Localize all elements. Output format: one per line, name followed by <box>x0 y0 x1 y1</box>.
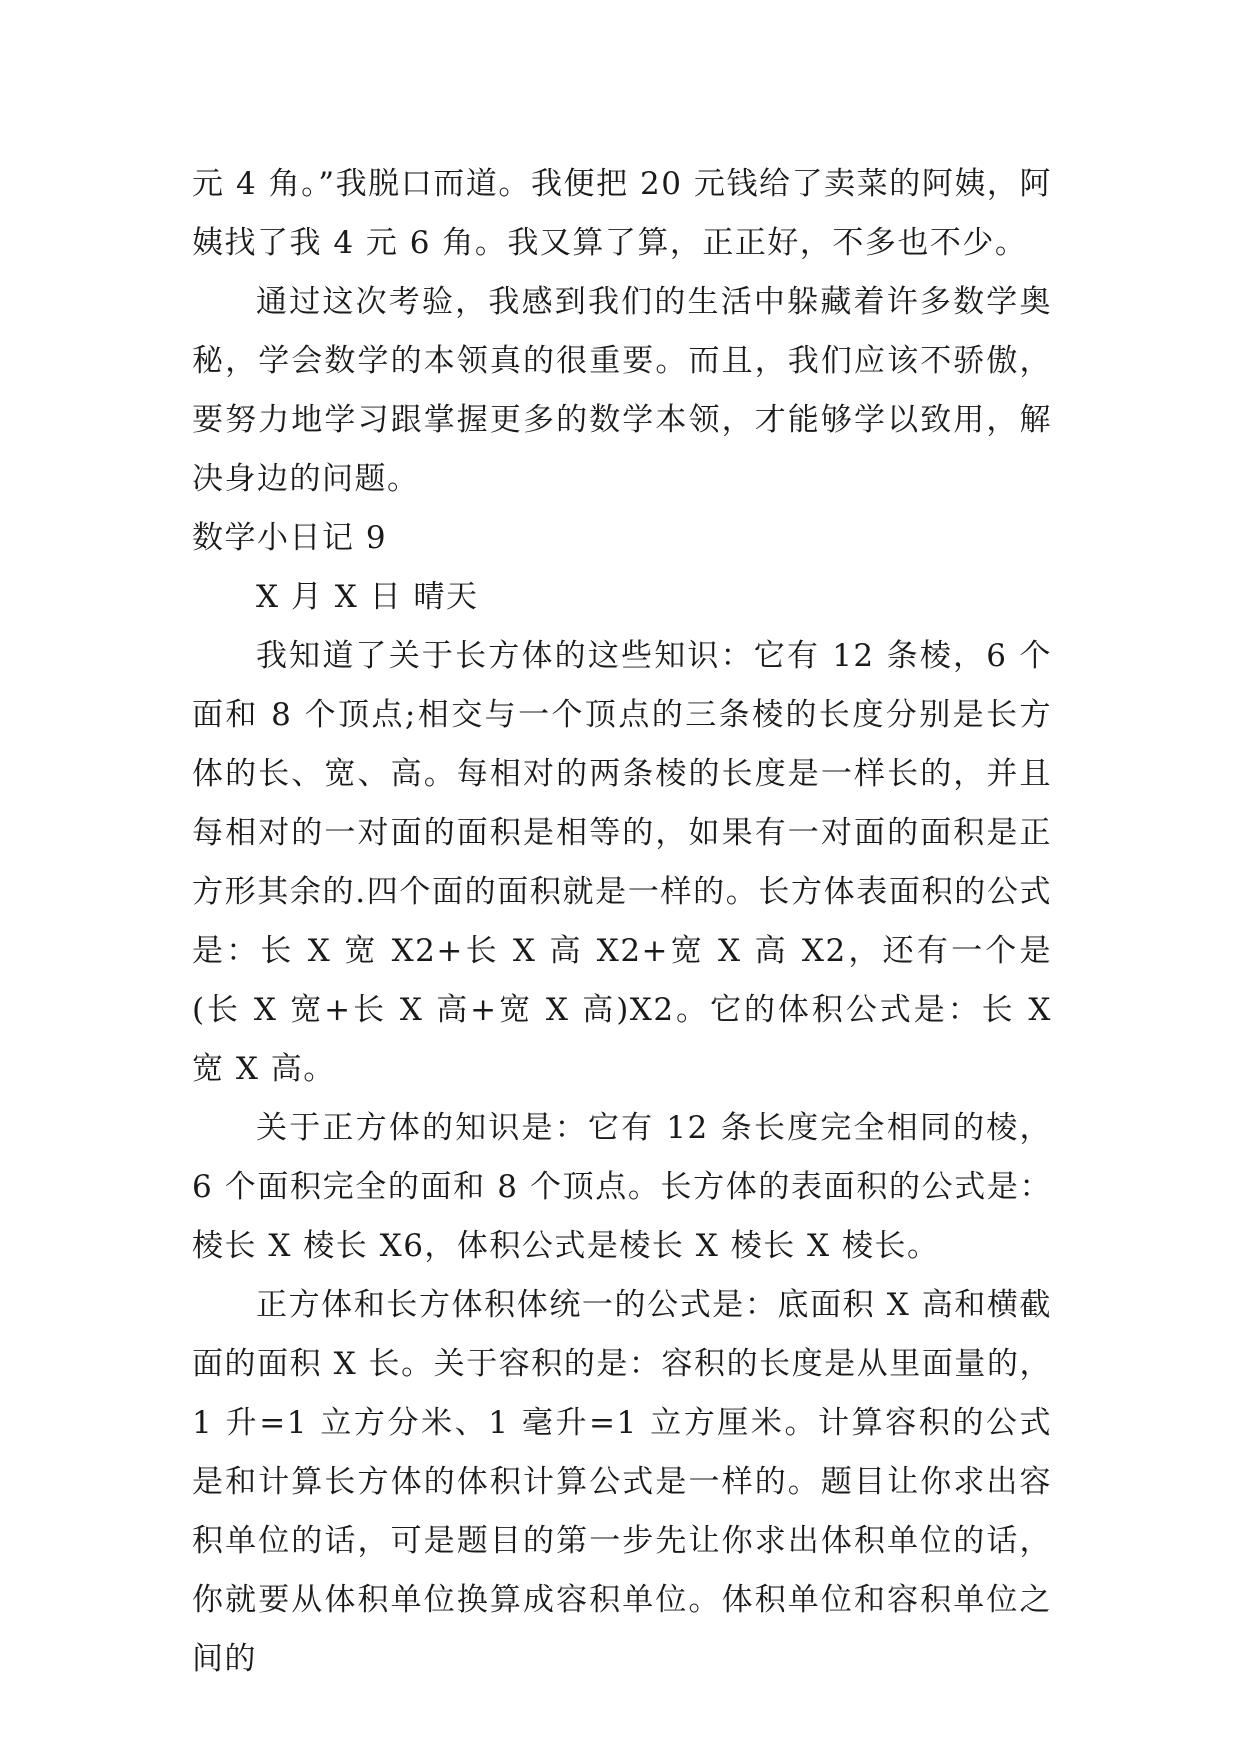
paragraph-cube: 关于正方体的知识是：它有 12 条长度完全相同的棱，6 个面积完全的面和 8 个顶点。长方体的表面积的公式是：棱长 X 棱长 X6，体积公式是棱长 X 棱长 X 棱长。 <box>192 1110 1052 1264</box>
diary-dateline: X 月 X 日 晴天 <box>256 579 479 615</box>
diary-heading: 数学小日记 9 <box>192 520 388 556</box>
paragraph-volume: 正方体和长方体积体统一的公式是：底面积 X 高和横截面的面积 X 长。关于容积的是：容积的长度是从里面量的，1 升=1 立方分米、1 毫升=1 立方厘米。计算容积的公式是和计算长方体的体积计算公式是一样的。题目让你求出容积单位的话，可是题目的第一步先让你求出体积单位的话，你就要从体积单位换算成容积单位。体积单位和容积单位之间的 <box>192 1287 1052 1677</box>
document-body <box>192 155 1052 1689</box>
paragraph-continuation: 元 4 角。”我脱口而道。我便把 20 元钱给了卖菜的阿姨，阿姨找了我 4 元 6 角。我又算了算，正正好，不多也不少。 <box>192 166 1052 261</box>
paragraph-cuboid: 我知道了关于长方体的这些知识：它有 12 条棱，6 个面和 8 个顶点;相交与一个顶点的三条棱的长度分别是长方体的长、宽、高。每相对的两条棱的长度是一样长的，并且每相对的一对面的面积是相等的，如果有一对面的面积是正方形其余的.四个面的面积就是一样的。长方体表面积的公式是：长 X 宽 X2+长 X 高 X2+宽 X 高 X2，还有一个是(长 X 宽+长 X 高+宽 X 高)X2。它的体积公式是：长 X 宽 X 高。 <box>192 638 1052 1087</box>
paragraph-summary: 通过这次考验，我感到我们的生活中躲藏着许多数学奥秘，学会数学的本领真的很重要。而且，我们应该不骄傲，要努力地学习跟掌握更多的数学本领，才能够学以致用，解决身边的问题。 <box>192 284 1052 497</box>
